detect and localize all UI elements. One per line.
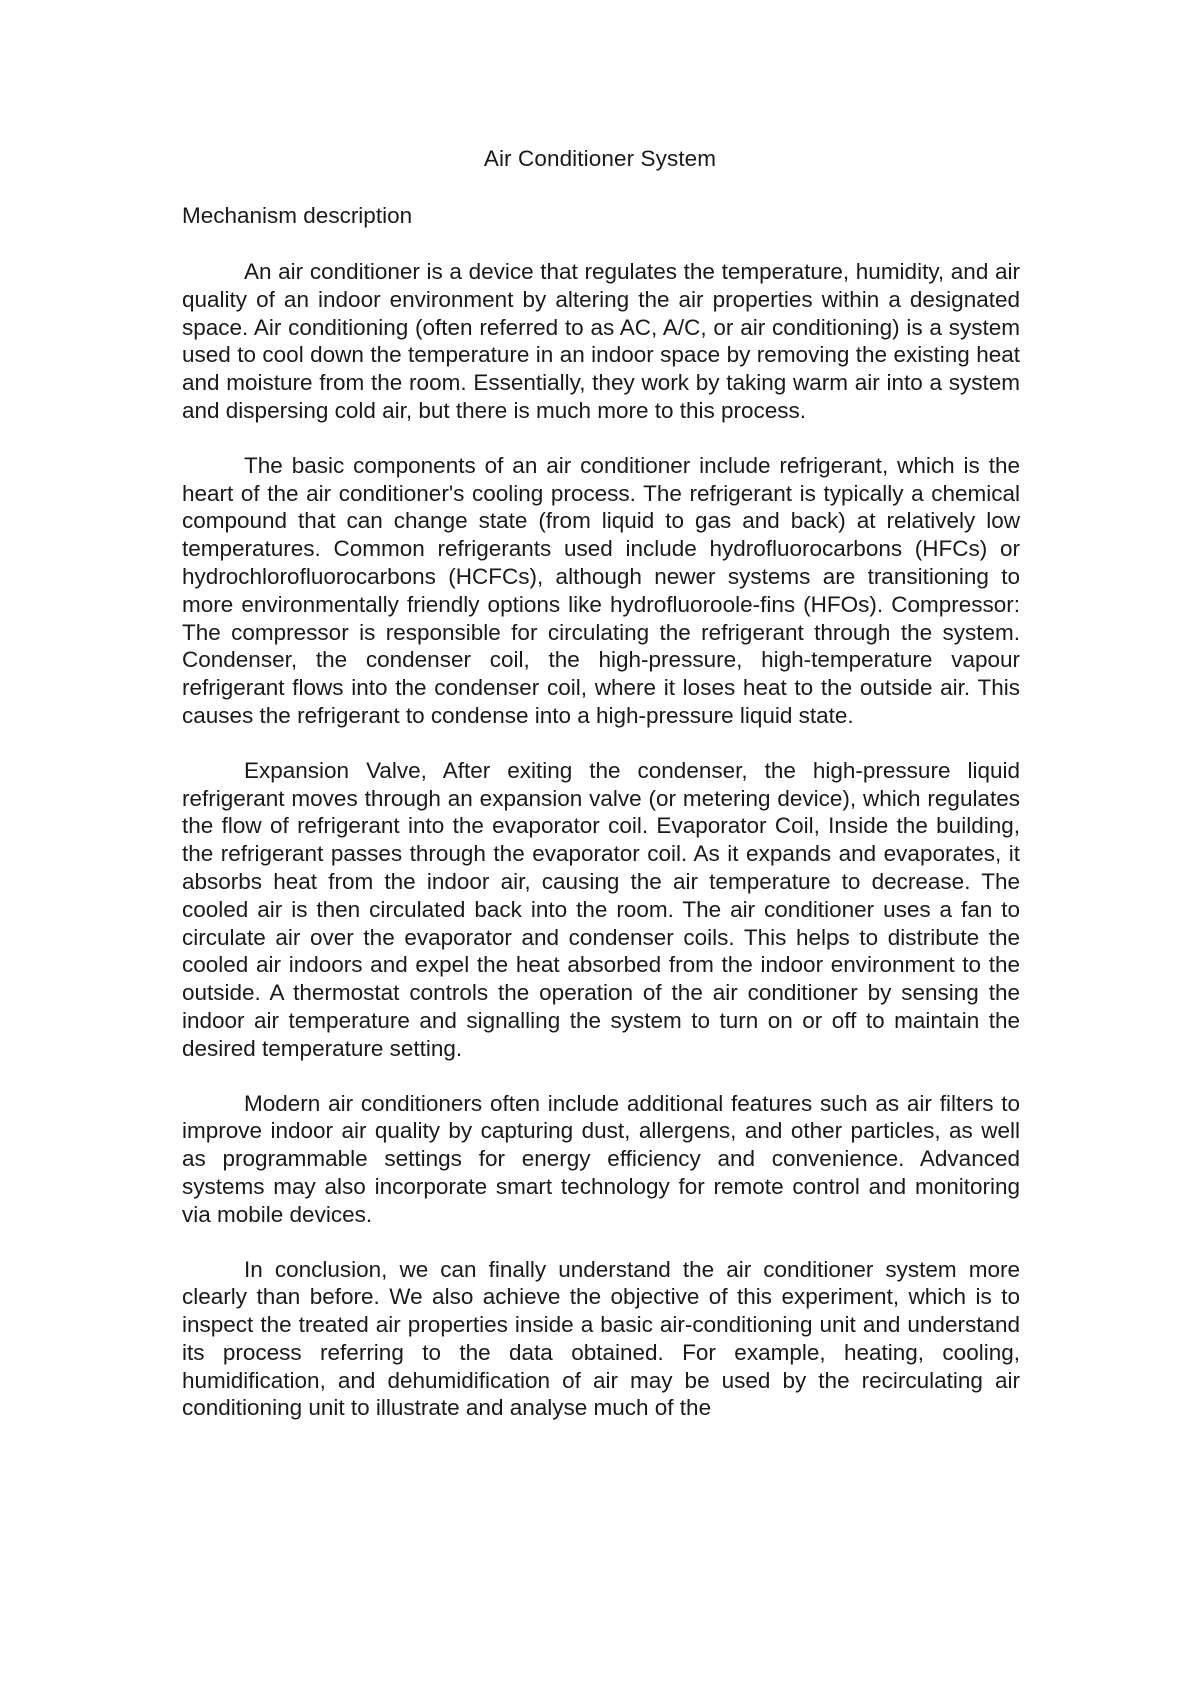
paragraph-components: The basic components of an air conditioner include refrigerant, which is the heart of the air conditioner's cooling process. The refrigerant is typically a chemical compound that can change state (from liquid to gas and back) at relatively low temperatures. Common refrigerants used include hydrofluorocarbons (HFCs) or hydrochlorofluorocarbons (HCFCs), although newer systems are transitioning to more environmentally friendly options like hydrofluoroole-fins (HFOs). Compressor: The compressor is responsible for circulating the refrigerant through the system. Condenser, the condenser coil, the high-pressure, high-temperature vapour refrigerant flows into the condenser coil, where it loses heat to the outside air. This causes the refrigerant to condense into a high-pressure liquid state. [182, 452, 1020, 728]
section-heading: Mechanism description [182, 203, 413, 228]
paragraph-modern-features: Modern air conditioners often include additional features such as air filters to improve indoor air quality by capturing dust, allergens, and other particles, as well as programmable settings for energy efficiency and convenience. Advanced systems may also incorporate smart technology for remote control and monitoring via mobile devices. [182, 1090, 1020, 1227]
paragraph-intro: An air conditioner is a device that regulates the temperature, humidity, and air quality of an indoor environment by altering the air properties within a designated space. Air conditioning (often referred to as AC, A/C, or air conditioning) is a system used to cool down the temperature in an indoor space by removing the existing heat and moisture from the room. Essentially, they work by taking warm air into a system and dispersing cold air, but there is much more to this process. [182, 259, 1020, 423]
paragraph-conclusion: In conclusion, we can finally understand the air conditioner system more clearly than before. We also achieve the objective of this experiment, which is to inspect the treated air properties inside a basic air-conditioning unit and understand its process referring to the data obtained. For example, heating, cooling, humidification, and dehumidification of air may be used by the recirculating air conditioning unit to illustrate and analyse much of the [182, 1256, 1020, 1421]
document-body [182, 258, 1020, 1422]
document-title: Air Conditioner System [483, 146, 717, 171]
paragraph-expansion-valve: Expansion Valve, After exiting the condenser, the high-pressure liquid refrigerant moves through an expansion valve (or metering device), which regulates the flow of refrigerant into the evaporator coil. Evaporator Coil, Inside the building, the refrigerant passes through the evaporator coil. As it expands and evaporates, it absorbs heat from the indoor air, causing the air temperature to decrease. The cooled air is then circulated back into the room. The air conditioner uses a fan to circulate air over the evaporator and condenser coils. This helps to distribute the cooled air indoors and expel the heat absorbed from the indoor environment to the outside. A thermostat controls the operation of the air conditioner by sensing the indoor air temperature and signalling the system to turn on or off to maintain the desired temperature setting. [182, 757, 1020, 1061]
